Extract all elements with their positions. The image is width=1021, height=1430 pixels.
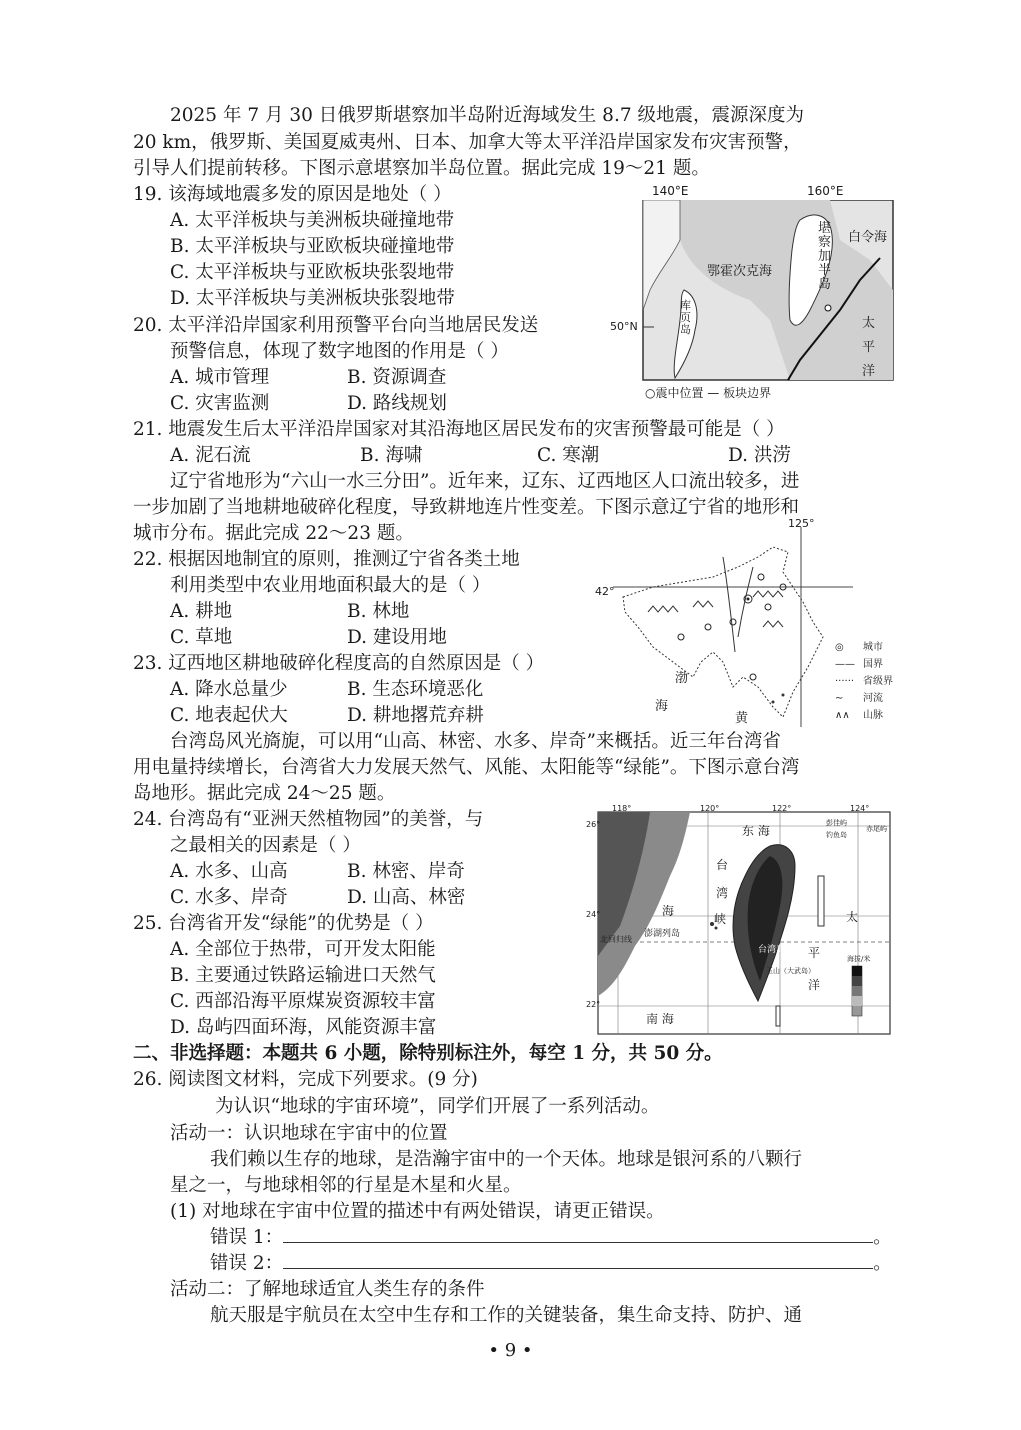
- map3-yushan-label: 玉山（大武岛）: [766, 967, 815, 975]
- map2-bohai-char1: 渤: [675, 671, 689, 686]
- map3-lat-22: 22°: [586, 1000, 601, 1009]
- map1-kamchatka-label: [818, 222, 831, 292]
- section2-heading: 二、非选择题：本题共 6 小题，除特别标注外，每空 1 分，共 50 分。: [133, 1043, 723, 1064]
- legend-river-label: 河流: [863, 693, 883, 704]
- q22-option-c[interactable]: C. 草地: [170, 627, 233, 648]
- legend-border-label: 国界: [863, 659, 883, 670]
- q26-error1-row: [210, 1225, 892, 1251]
- map3-pacific-char3: 洋: [808, 978, 821, 992]
- map2-lon-125: 125°: [788, 517, 815, 530]
- q24-option-b[interactable]: B. 林密、岸奇: [347, 861, 465, 882]
- intro2-line3: 城市分布。据此完成 22～23 题。: [133, 523, 414, 544]
- q21-option-b[interactable]: B. 海啸: [360, 445, 423, 466]
- map3-chiwei-label: 赤尾屿: [866, 825, 887, 833]
- q20-option-c[interactable]: C. 灾害监测: [170, 393, 270, 414]
- q19-option-b[interactable]: B. 太平洋板块与亚欧板块碰撞地带: [170, 236, 455, 257]
- map3-altitude-label: 海拔/米: [847, 955, 871, 963]
- q26-error2-row: [210, 1251, 892, 1277]
- map1-kam-char5: 岛: [818, 277, 832, 292]
- map3-hai-char: 海: [662, 904, 675, 918]
- q26-para1: 为认识“地球的宇宙环境”，同学们开展了一系列活动。: [215, 1096, 660, 1117]
- q25-option-c[interactable]: C. 西部沿海平原煤炭资源较丰富: [170, 991, 436, 1012]
- q26-error1-period: 。: [873, 1227, 892, 1248]
- map1-sakhalin-label: [680, 300, 691, 336]
- q26-activity2-title: 活动二：了解地球适宜人类生存的条件: [170, 1279, 485, 1300]
- intro2-line1: 辽宁省地形为“六山一水三分田”。近年来，辽东、辽西地区人口流出较多，进: [170, 471, 800, 492]
- map1-pac-char2: 平: [862, 340, 876, 355]
- map3-penghu-label: 澎湖列岛: [644, 929, 681, 939]
- q25-stem: 25. 台湾省开发“绿能”的优势是（ ）: [133, 913, 434, 934]
- q26-para3: 航天服是宇航员在太空中生存和工作的关键装备，集生命支持、防护、通: [210, 1305, 803, 1326]
- q22-option-b[interactable]: B. 林地: [347, 601, 410, 622]
- map3-lon-122: 122°: [772, 804, 792, 813]
- legend-mountain-label: 山脉: [863, 710, 883, 721]
- q20-stem-line2: 预警信息，体现了数字地图的作用是（ ）: [170, 341, 509, 362]
- q24-option-c[interactable]: C. 水多、岸奇: [170, 887, 288, 908]
- q26-para2-line1: 我们赖以生存的地球，是浩瀚宇宙中的一个天体。地球是银河系的八颗行: [210, 1149, 803, 1170]
- legend-province: ······ 省级界: [835, 676, 893, 687]
- map1-lon-160: 160°E: [807, 184, 844, 198]
- map1-sak-char3: 岛: [680, 323, 691, 336]
- intro3-line1: 台湾岛风光旖旎，可以用“山高、林密、水多、岸奇”来概括。近三年台湾省: [170, 731, 781, 752]
- q22-option-a[interactable]: A. 耕地: [170, 601, 233, 622]
- q20-option-b[interactable]: B. 资源调查: [347, 367, 447, 388]
- map1-pac-char3: 洋: [862, 364, 876, 379]
- q20-option-a[interactable]: A. 城市管理: [170, 367, 270, 388]
- q22-stem-line1: 22. 根据因地制宜的原则，推测辽宁省各类土地: [133, 549, 520, 570]
- intro2-line2: 一步加剧了当地耕地破碎化程度，导致耕地连片性变差。下图示意辽宁省的地形和: [133, 497, 800, 518]
- legend-city: ◎ 城市: [835, 642, 883, 653]
- map3-lon-124: 124°: [850, 804, 870, 813]
- q19-option-c[interactable]: C. 太平洋板块与亚欧板块张裂地带: [170, 262, 455, 283]
- intro1-line3: 引导人们提前转移。下图示意堪察加半岛位置。据此完成 19～21 题。: [133, 158, 710, 179]
- q19-option-a[interactable]: A. 太平洋板块与美洲板块碰撞地带: [170, 210, 455, 231]
- map2-legend: [835, 639, 893, 724]
- q23-option-c[interactable]: C. 地表起伏大: [170, 705, 288, 726]
- q21-option-a[interactable]: A. 泥石流: [170, 445, 251, 466]
- liaoning-map: [595, 517, 895, 727]
- map1-sak-char1: 库: [680, 299, 691, 312]
- q24-stem-line2: 之最相关的因素是（ ）: [170, 835, 361, 856]
- q26-para2-line2: 星之一，与地球相邻的行星是木星和火星。: [170, 1175, 522, 1196]
- map3-pacific-char1: 太: [846, 910, 859, 924]
- q24-stem-line1: 24. 台湾岛有“亚洲天然植物园”的美誉，与: [133, 809, 484, 830]
- q21-option-d[interactable]: D. 洪涝: [728, 445, 791, 466]
- map1-kam-char1: 堪: [818, 221, 832, 236]
- map3-lon-120: 120°: [700, 804, 720, 813]
- map3-donghai-label: 东 海: [742, 824, 770, 838]
- kamchatka-map: [610, 182, 895, 402]
- map1-lon-140: 140°E: [652, 184, 689, 198]
- liaoning-map-svg: [613, 527, 853, 727]
- q20-option-d[interactable]: D. 路线规划: [347, 393, 447, 414]
- q25-option-a[interactable]: A. 全部位于热带，可开发太阳能: [170, 939, 436, 960]
- map2-bohai-char2: 海: [655, 699, 669, 714]
- map3-taiwandao-label: 台湾岛: [758, 945, 786, 955]
- legend-city-label: 城市: [863, 642, 883, 653]
- map1-lat-50: 50°N: [610, 320, 638, 333]
- q24-option-d[interactable]: D. 山高、林密: [347, 887, 466, 908]
- q23-stem: 23. 辽西地区耕地破碎化程度高的自然原因是（ ）: [133, 653, 545, 674]
- map3-diaoyu-label: 钓鱼岛: [826, 831, 847, 839]
- map3-pacific-char2: 平: [808, 946, 821, 960]
- q22-option-d[interactable]: D. 建设用地: [347, 627, 447, 648]
- map1-kam-char3: 加: [818, 249, 832, 264]
- map2-huanghai-char: 黄: [735, 711, 749, 726]
- map3-nanhai-label: 南 海: [646, 1012, 674, 1026]
- q23-option-b[interactable]: B. 生态环境恶化: [347, 679, 484, 700]
- q25-option-b[interactable]: B. 主要通过铁路运输进口天然气: [170, 965, 436, 986]
- legend-river: ∼ 河流: [835, 693, 883, 704]
- map1-kam-char2: 察: [818, 235, 832, 250]
- taiwan-map: [586, 804, 895, 1038]
- q26-stem: 26. 阅读图文材料，完成下列要求。(9 分): [133, 1069, 478, 1090]
- map1-okhotsk-label: 鄂霍次克海: [707, 264, 773, 279]
- map1-sak-char2: 页: [680, 311, 691, 324]
- q21-option-c[interactable]: C. 寒潮: [537, 445, 600, 466]
- q19-stem: 19. 该海域地震多发的原因是地处（ ）: [133, 184, 452, 205]
- q23-option-d[interactable]: D. 耕地撂荒弃耕: [347, 705, 484, 726]
- q23-option-a[interactable]: A. 降水总量少: [170, 679, 288, 700]
- q26-error1-answer-blank[interactable]: [283, 1226, 873, 1243]
- map3-wan-char: 湾: [716, 886, 729, 900]
- legend-mountain: ∧∧ 山脉: [835, 710, 883, 721]
- q19-option-d[interactable]: D. 太平洋板块与美洲板块张裂地带: [170, 288, 455, 309]
- map1-pacific-label: [862, 312, 875, 384]
- page-number: • 9 •: [488, 1340, 533, 1361]
- q22-stem-line2: 利用类型中农业用地面积最大的是（ ）: [170, 575, 491, 596]
- q26-error2-label: 错误 2：: [210, 1253, 284, 1274]
- map1-kam-char4: 半: [818, 263, 832, 278]
- map3-tai-char: 台: [716, 858, 729, 872]
- intro1-line1: 2025 年 7 月 30 日俄罗斯堪察加半岛附近海域发生 8.7 级地震，震源深度为: [170, 105, 804, 126]
- map3-pengjia-label: 彭佳屿: [826, 819, 847, 827]
- intro3-line2: 用电量持续增长，台湾省大力发展天然气、风能、太阳能等“绿能”。下图示意台湾: [133, 757, 800, 778]
- q21-stem: 21. 地震发生后太平洋沿岸国家对其沿海地区居民发布的灾害预警最可能是（ ）: [133, 419, 785, 440]
- q26-error2-period: 。: [873, 1253, 892, 1274]
- q26-error2-answer-blank[interactable]: [283, 1252, 873, 1269]
- q24-option-a[interactable]: A. 水多、山高: [170, 861, 288, 882]
- intro3-line3: 岛地形。据此完成 24～25 题。: [133, 783, 396, 804]
- q25-option-d[interactable]: D. 岛屿四面环海，风能资源丰富: [170, 1017, 437, 1038]
- q26-activity1-title: 活动一：认识地球在宇宙中的位置: [170, 1123, 448, 1144]
- map2-lat-42: 42°: [595, 585, 615, 598]
- q26-sub1: (1) 对地球在宇宙中位置的描述中有两处错误，请更正错误。: [170, 1201, 665, 1222]
- intro1-line2: 20 km，俄罗斯、美国夏威夷州、日本、加拿大等太平洋沿岸国家发布灾害预警，: [133, 132, 802, 153]
- map3-lat-24: 24°: [586, 910, 601, 919]
- map1-legend: ○震中位置 — 板块边界: [645, 386, 772, 400]
- q26-error1-label: 错误 1：: [210, 1227, 284, 1248]
- map3-tropic-label: 北回归线: [600, 935, 632, 944]
- map1-bering-label: 白令海: [848, 230, 888, 245]
- map3-lat-26: 26°: [586, 820, 601, 829]
- map3-lon-118: 118°: [612, 804, 632, 813]
- legend-province-label: 省级界: [863, 676, 893, 687]
- map3-xia-char: 峡: [714, 912, 727, 926]
- map1-pac-char1: 太: [862, 316, 876, 331]
- legend-border: —— 国界: [835, 659, 883, 670]
- q20-stem-line1: 20. 太平洋沿岸国家利用预警平台向当地居民发送: [133, 315, 539, 336]
